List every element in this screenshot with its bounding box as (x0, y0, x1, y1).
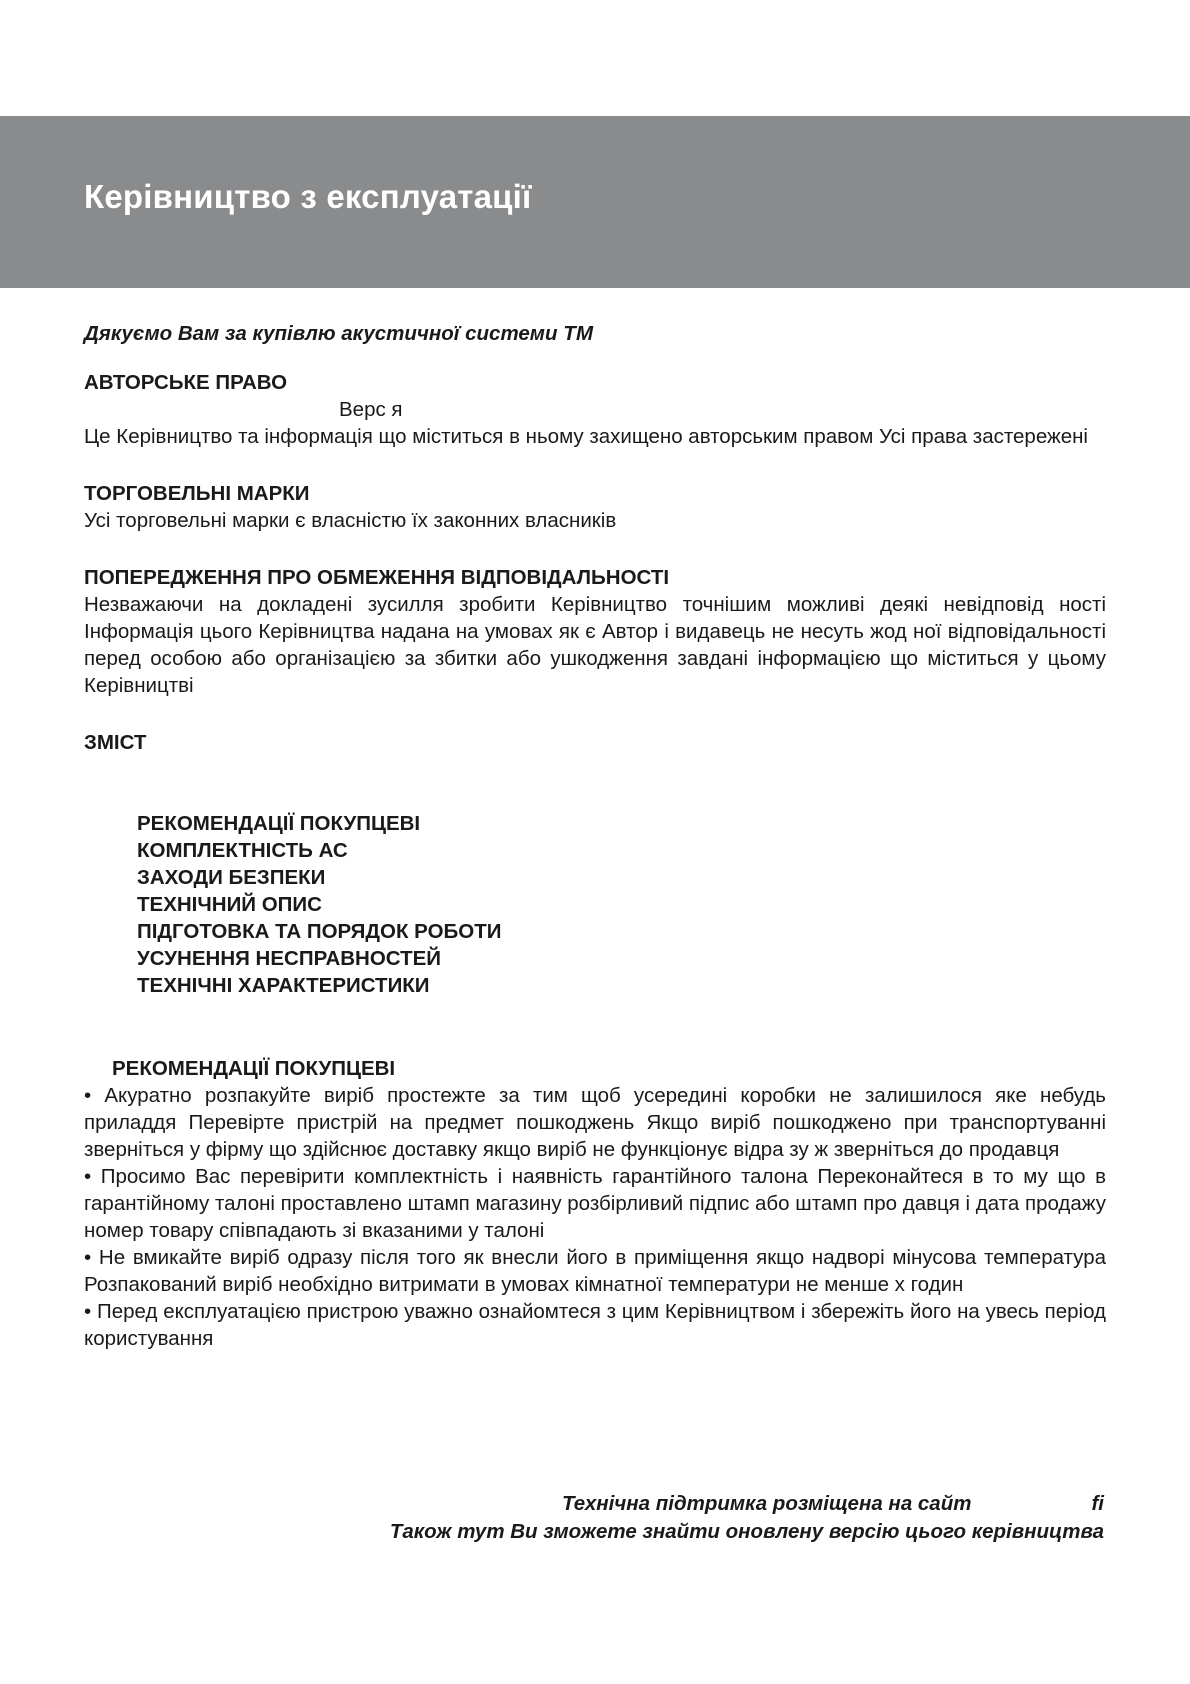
trademarks-section (84, 480, 1106, 534)
copyright-heading: АВТОРСЬКЕ ПРАВО (84, 371, 288, 394)
toc-item[interactable]: ПІДГОТОВКА ТА ПОРЯДОК РОБОТИ (137, 920, 502, 943)
support-footer (390, 1490, 1104, 1546)
trademarks-heading: ТОРГОВЕЛЬНІ МАРКИ (84, 482, 310, 505)
copyright-section (84, 369, 1106, 450)
toc-heading: ЗМІСТ (84, 731, 147, 754)
recommendations-list (84, 1082, 1106, 1352)
bullet-item: • Перед експлуатацією пристрою уважно ознайомтеся з цим Керівництвом і збережіть його на увесь період користування (84, 1300, 1106, 1350)
disclaimer-text: Незважаючи на докладені зусилля зробити Керівництво точнішим можливі деякі невідповід ності Інформація цього Керівництва надана на умовах як є Автор і видавець не несуть жод ної відповідальності перед особою або організацією за збитки або ушкодження завдані інформацією що міститься у цьому Керівництві (84, 593, 1106, 697)
updates-line: Також тут Ви зможете знайти оновлену версію цього керівництва (389, 1520, 1104, 1543)
support-suffix: fi (1091, 1492, 1104, 1515)
toc-item[interactable]: ЗАХОДИ БЕЗПЕКИ (137, 866, 326, 889)
header-banner (0, 116, 1190, 288)
toc-list (137, 810, 1106, 999)
bullet-item: • Акуратно розпакуйте виріб простежте за тим щоб усередині коробки не залишилося яке небудь приладдя Перевірте пристрій на предмет пошкоджень Якщо виріб пошкоджено при транспортуванні зверніться у фірму що здійснює доставку якщо виріб не функціонує відра зу ж зверніться до продавця (84, 1084, 1106, 1161)
recommendations-section (84, 1055, 1106, 1352)
disclaimer-section (84, 564, 1106, 699)
page-title: Керівництво з експлуатації (84, 178, 532, 215)
bullet-item: • Не вмикайте виріб одразу після того як внесли його в приміщення якщо надворі мінусова температура Розпакований виріб необхідно витримати в умовах кімнатної температури не менше х годин (84, 1246, 1106, 1296)
bullet-item: • Просимо Вас перевірити комплектність і наявність гарантійного талона Переконайтеся в то му що в гарантійному талоні проставлено штамп магазину розбірливий підпис або штамп про давця і дата продажу номер товару співпадають зі вказаними у талоні (84, 1165, 1106, 1242)
document-body (84, 320, 1106, 1352)
toc-item[interactable]: ТЕХНІЧНІ ХАРАКТЕРИСТИКИ (137, 974, 430, 997)
support-line (390, 1490, 1104, 1518)
toc-item[interactable]: КОМПЛЕКТНІСТЬ АС (137, 839, 348, 862)
toc-section (84, 729, 1106, 999)
thanks-line: Дякуємо Вам за купівлю акустичної системи ТМ (84, 322, 594, 345)
toc-item[interactable]: УСУНЕННЯ НЕСПРАВНОСТЕЙ (137, 947, 442, 970)
copyright-text: Це Керівництво та інформація що міститься в ньому захищено авторським правом Усі права застережені (84, 425, 1088, 448)
recommendations-heading: РЕКОМЕНДАЦІЇ ПОКУПЦЕВІ (112, 1057, 396, 1080)
version-label: Верс я (339, 398, 403, 421)
toc-item[interactable]: РЕКОМЕНДАЦІЇ ПОКУПЦЕВІ (137, 812, 421, 835)
trademarks-text: Усі торговельні марки є власністю їх законних власників (84, 509, 617, 532)
support-text: Технічна підтримка розміщена на сайт (561, 1492, 972, 1515)
disclaimer-heading: ПОПЕРЕДЖЕННЯ ПРО ОБМЕЖЕННЯ ВІДПОВІДАЛЬНОСТІ (84, 566, 670, 589)
toc-item[interactable]: ТЕХНІЧНИЙ ОПИС (137, 893, 322, 916)
